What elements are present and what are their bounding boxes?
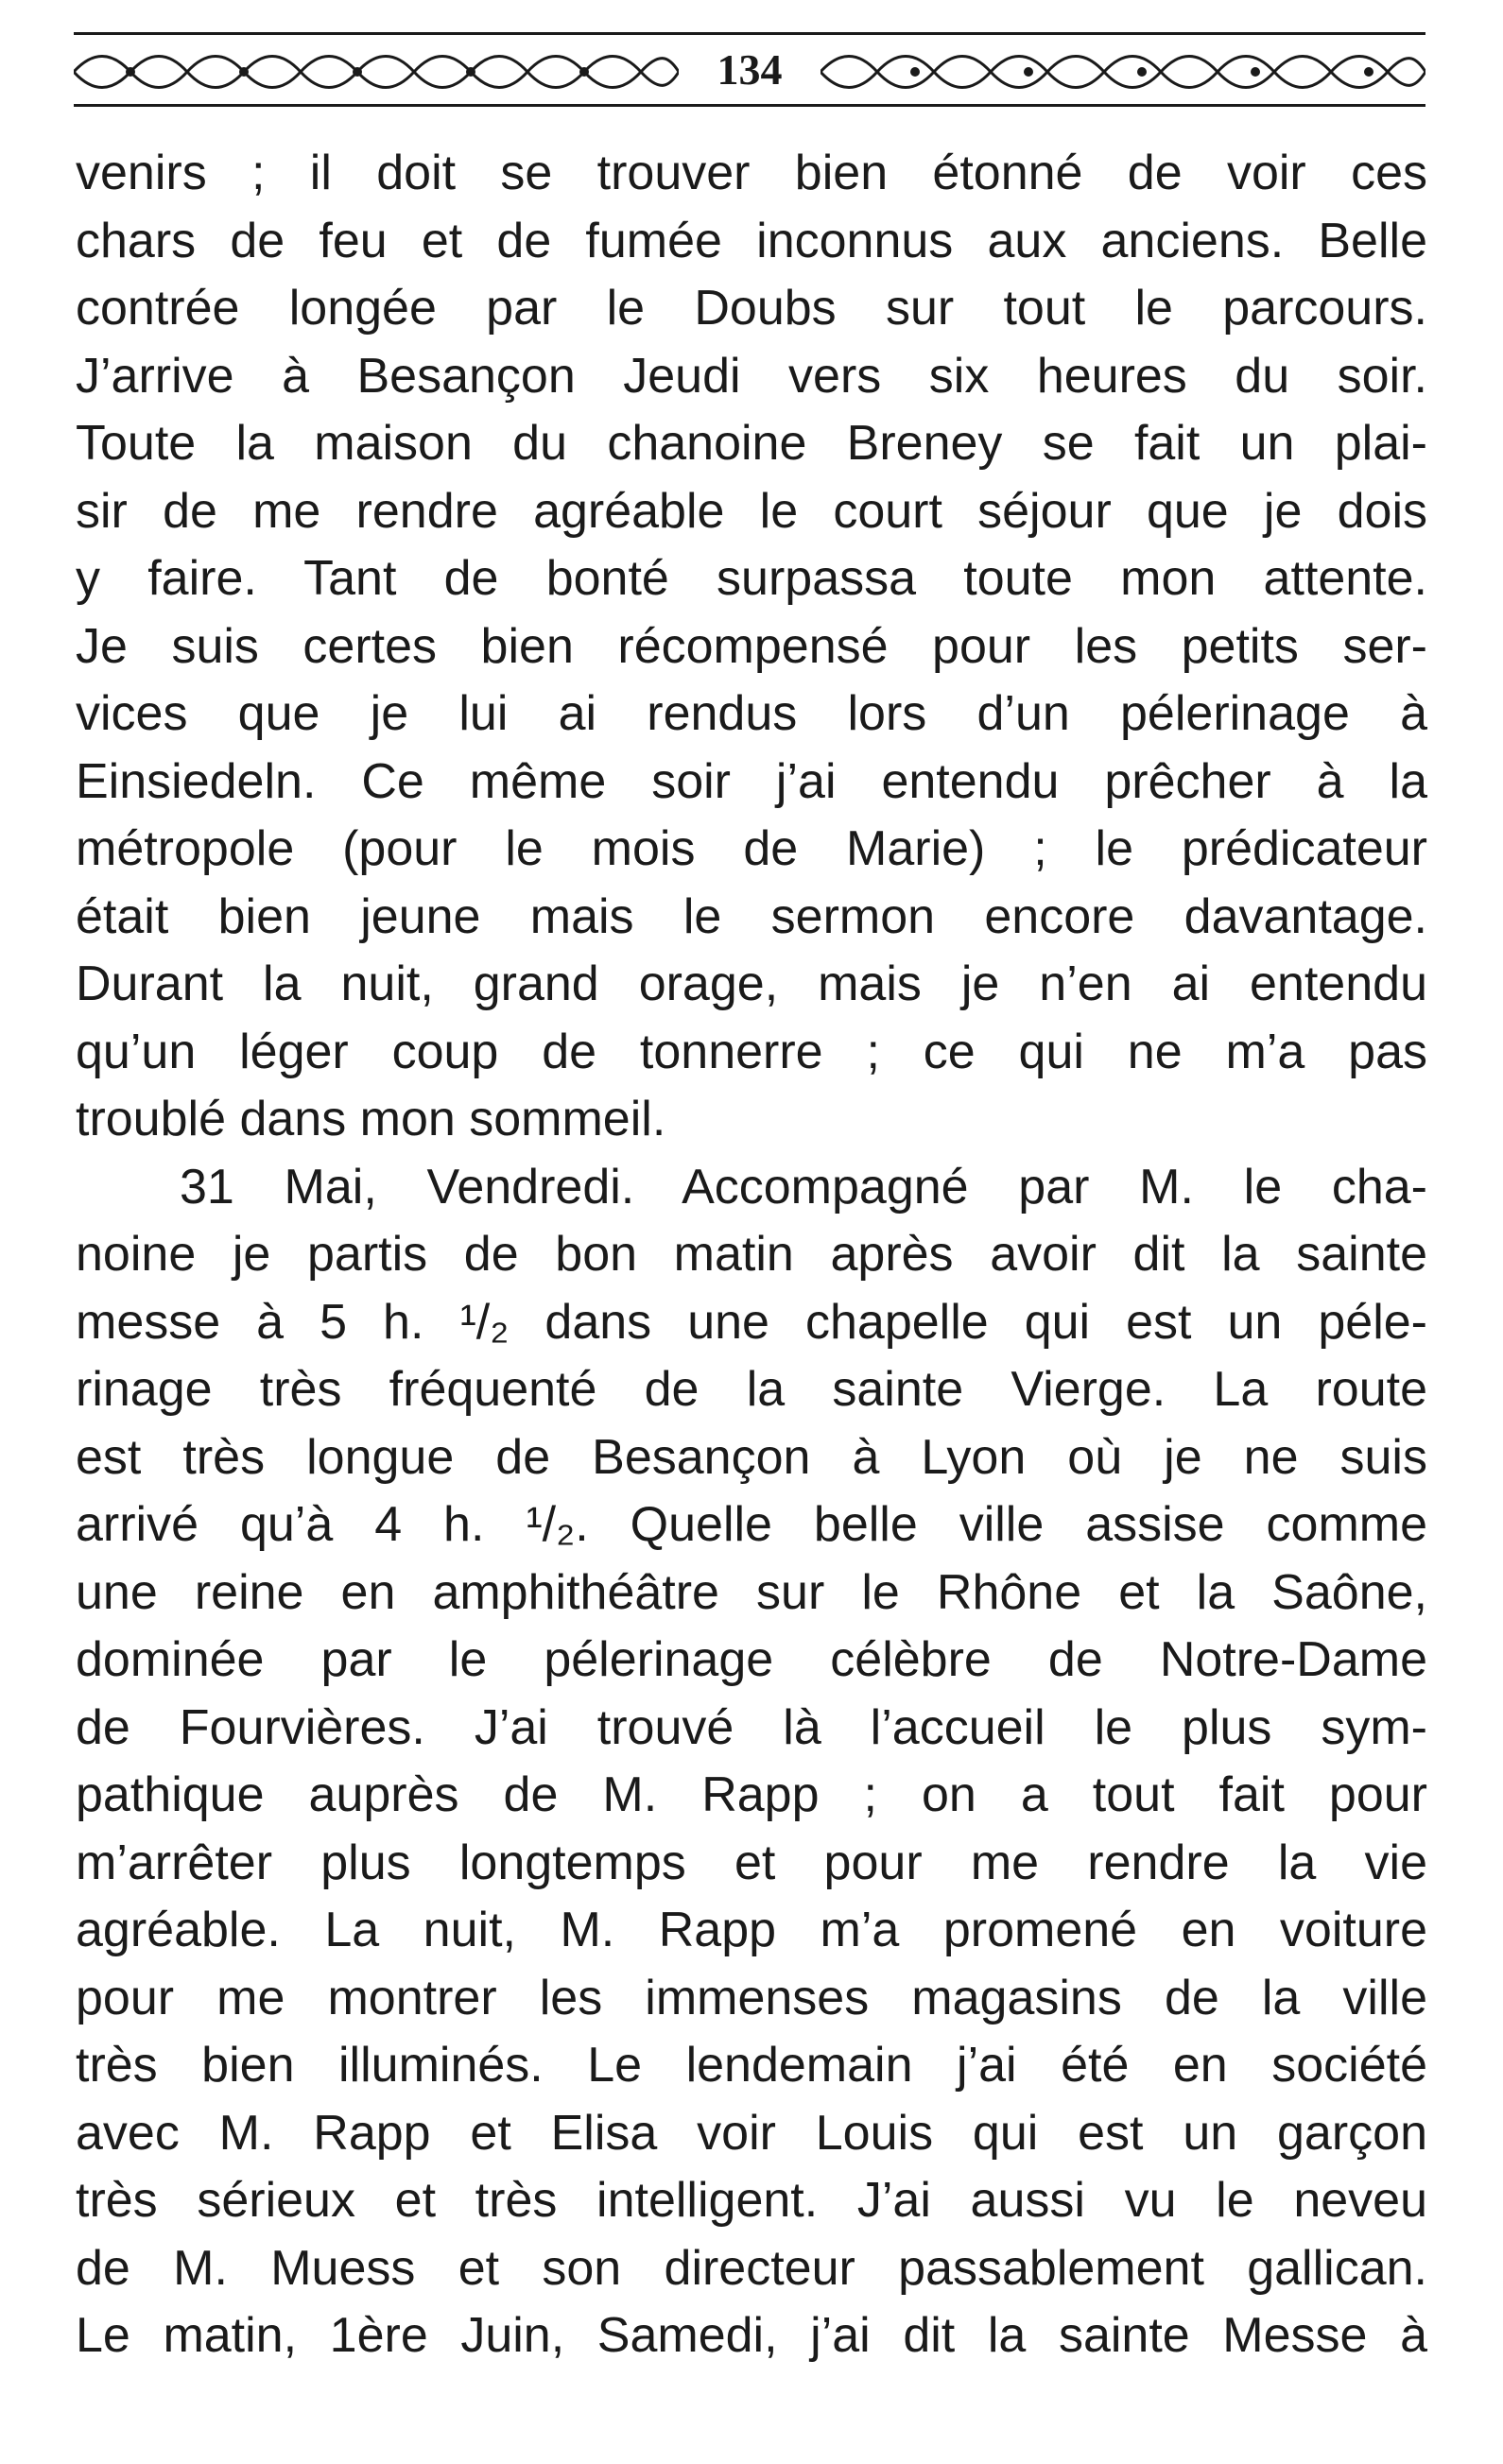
text-line: de M. Muess et son directeur passablement gallican. (76, 2240, 1427, 2296)
text-line: y faire. Tant de bonté surpassa toute mon attente. (76, 551, 1427, 606)
text-line: de Fourvières. J’ai trouvé là l’accueil le plus sym- (76, 1699, 1427, 1755)
text-line: est très longue de Besançon à Lyon où je ne suis (76, 1429, 1427, 1485)
text-line: très bien illuminés. Le lendemain j’ai été en société (76, 2038, 1427, 2093)
text-line: venirs ; il doit se trouver bien étonné de voir ces (76, 146, 1427, 200)
ornament-left-icon (74, 47, 679, 96)
text-line: métropole (pour le mois de Marie) ; le prédicateur (76, 821, 1427, 876)
text-line: une reine en amphithéâtre sur le Rhône et la Saône, (76, 1564, 1427, 1620)
text-line: dominée par le pélerinage célèbre de Notre-Dame (76, 1632, 1427, 1687)
ornament-right-icon (821, 47, 1425, 96)
text-line: m’arrêter plus longtemps et pour me rendre la vie (76, 1835, 1427, 1890)
text-line: chars de feu et de fumée inconnus aux anciens. Belle (76, 213, 1427, 268)
page-number: 134 (700, 42, 800, 98)
text-line: Einsiedeln. Ce même soir j’ai entendu prêcher à la (76, 753, 1427, 809)
text-line: très sérieux et très intelligent. J’ai aussi vu le neveu (76, 2173, 1427, 2228)
text-line: contrée longée par le Doubs sur tout le parcours. (76, 281, 1427, 336)
page-header (74, 26, 1425, 112)
header-rule-top (74, 32, 1425, 35)
text-line: Durant la nuit, grand orage, mais je n’en ai entendu (76, 956, 1427, 1011)
text-line: agréable. La nuit, M. Rapp m’a promené en voiture (76, 1903, 1427, 1957)
text-line: pour me montrer les immenses magasins de la ville (76, 1970, 1427, 2025)
text-line-paragraph-start: 31 Mai, Vendredi. Accompagné par M. le cha- (180, 1159, 1427, 1215)
text-line: Je suis certes bien récompensé pour les petits ser- (76, 618, 1427, 674)
text-line: J’arrive à Besançon Jeudi vers six heures du soir. (76, 348, 1427, 404)
text-line: vices que je lui ai rendus lors d’un pélerinage à (76, 686, 1427, 741)
text-line: avec M. Rapp et Elisa voir Louis qui est un garçon (76, 2105, 1427, 2161)
text-line: messe à 5 h. ¹/₂ dans une chapelle qui est un péle- (76, 1294, 1427, 1350)
body-text (76, 140, 1427, 2370)
text-line-paragraph-end: troublé dans mon sommeil. (76, 1092, 666, 1146)
text-line: qu’un léger coup de tonnerre ; ce qui ne m’a pas (76, 1024, 1427, 1079)
text-line: Toute la maison du chanoine Breney se fait un plai- (76, 416, 1427, 471)
text-line: arrivé qu’à 4 h. ¹/₂. Quelle belle ville assise comme (76, 1497, 1427, 1552)
text-line: rinage très fréquenté de la sainte Vierge. La route (76, 1362, 1427, 1417)
text-line: était bien jeune mais le sermon encore davantage. (76, 888, 1427, 944)
text-line: noine je partis de bon matin après avoir dit la sainte (76, 1227, 1427, 1282)
text-line: sir de me rendre agréable le court séjour que je dois (76, 483, 1427, 539)
header-rule-bottom (74, 104, 1425, 107)
text-line: Le matin, 1ère Juin, Samedi, j’ai dit la sainte Messe à (76, 2308, 1427, 2363)
text-line: pathique auprès de M. Rapp ; on a tout fait pour (76, 1767, 1427, 1822)
